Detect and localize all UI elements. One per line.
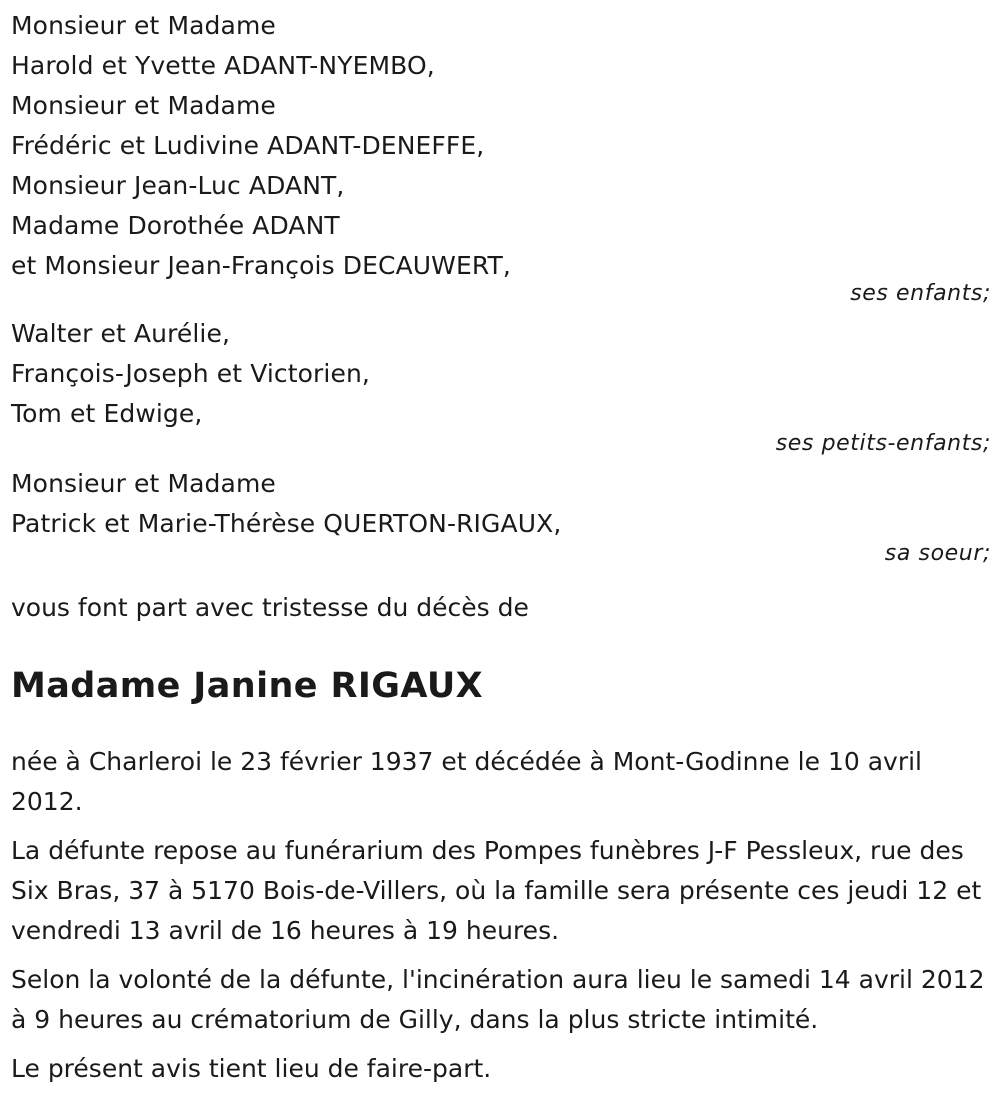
funeral-home-paragraph: La défunte repose au funérarium des Pompes funèbres J-F Pessleux, rue des Six Bras, 37 à 5170 Bois-de-Villers, où la famille sera présente ces jeudi 12 et vendredi 13 avril de 16 heures à 19 heures. [11, 836, 982, 945]
family-line: et Monsieur Jean-François DECAUWERT, [11, 251, 511, 280]
relation-label-grandchildren: ses petits-enfants; [775, 431, 991, 456]
family-line: Tom et Edwige, [11, 399, 203, 428]
relation-label-sister: sa soeur; [884, 541, 991, 566]
notice-paragraph: Le présent avis tient lieu de faire-part. [11, 1054, 492, 1083]
sister-section [11, 464, 991, 566]
deceased-name: Madame Janine RIGAUX [11, 666, 484, 706]
family-line: Walter et Aurélie, [11, 319, 230, 348]
family-line: Monsieur et Madame [11, 91, 276, 120]
family-line: Monsieur et Madame [11, 469, 276, 498]
children-section [11, 6, 991, 306]
obituary-notice [11, 6, 991, 1098]
announcement-intro: vous font part avec tristesse du décès de [11, 593, 529, 622]
family-line: Monsieur Jean-Luc ADANT, [11, 171, 345, 200]
grandchildren-section [11, 314, 991, 456]
cremation-paragraph: Selon la volonté de la défunte, l'incinération aura lieu le samedi 14 avril 2012 à 9 heures au crématorium de Gilly, dans la plus stricte intimité. [11, 965, 985, 1034]
family-line: François-Joseph et Victorien, [11, 359, 370, 388]
family-line: Patrick et Marie-Thérèse QUERTON-RIGAUX, [11, 509, 562, 538]
family-line: Frédéric et Ludivine ADANT-DENEFFE, [11, 131, 485, 160]
birth-death-paragraph: née à Charleroi le 23 février 1937 et décédée à Mont-Godinne le 10 avril 2012. [11, 747, 922, 816]
relation-label-children: ses enfants; [850, 281, 991, 306]
family-line: Monsieur et Madame [11, 11, 276, 40]
family-line: Madame Dorothée ADANT [11, 211, 340, 240]
family-line: Harold et Yvette ADANT-NYEMBO, [11, 51, 435, 80]
